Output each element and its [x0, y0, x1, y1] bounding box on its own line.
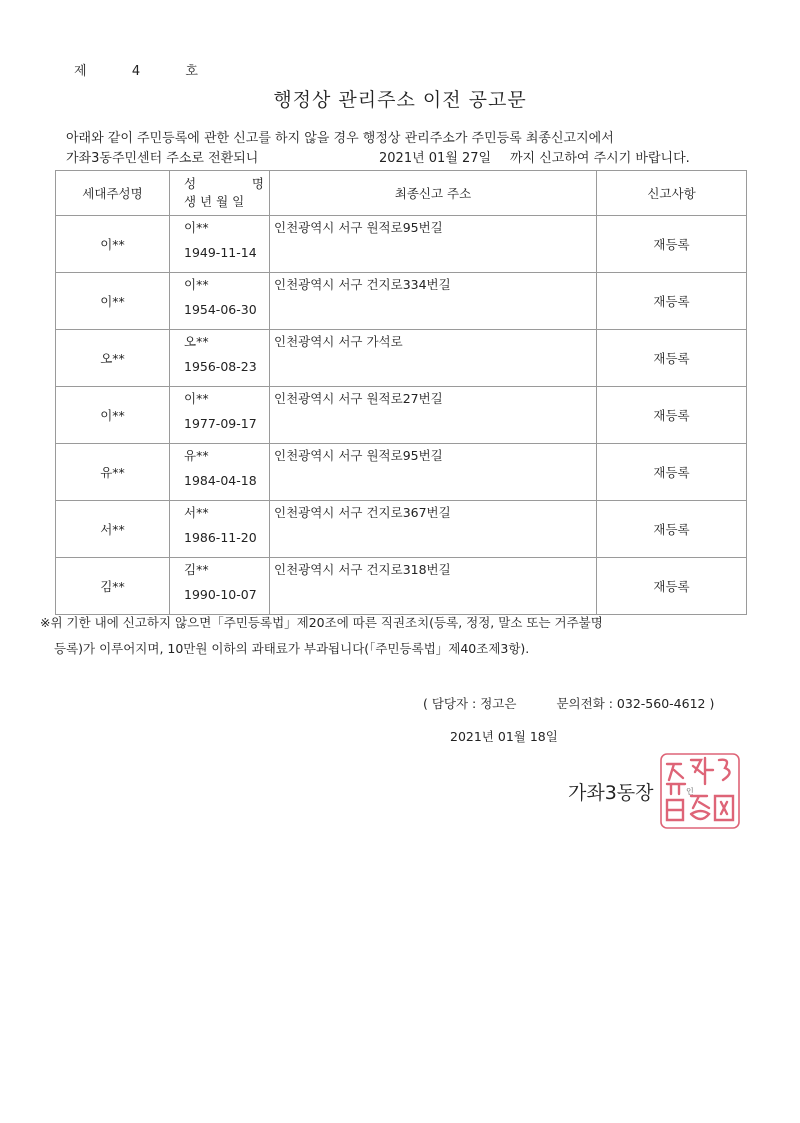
- table-row: [56, 558, 747, 615]
- address-cell: [270, 558, 597, 615]
- member-birthdate: 1954-06-30: [184, 302, 257, 317]
- household-head-cell: [56, 216, 170, 273]
- household-head-name: 이**: [100, 294, 125, 309]
- header-member-birth: 생 년 월 일: [184, 194, 245, 209]
- address-cell: [270, 330, 597, 387]
- table-row: [56, 444, 747, 501]
- household-head-cell: [56, 558, 170, 615]
- member-birthdate: 1990-10-07: [184, 587, 257, 602]
- report-item: 재등록: [653, 237, 690, 252]
- address-cell: [270, 273, 597, 330]
- household-head-name: 서**: [100, 522, 125, 537]
- report-cell: [597, 558, 747, 615]
- issuer-seal-mark: 인: [686, 787, 694, 796]
- table-row: [56, 387, 747, 444]
- issuer-name: 가좌3동장: [568, 782, 654, 804]
- member-birthdate: 1984-04-18: [184, 473, 257, 488]
- report-cell: [597, 387, 747, 444]
- last-address: 인천광역시 서구 건지로334번길: [274, 277, 451, 292]
- table-row: [56, 501, 747, 558]
- report-item: 재등록: [653, 294, 690, 309]
- header-report-item: 신고사항: [597, 171, 747, 216]
- member-cell: [170, 216, 270, 273]
- table-row: [56, 273, 747, 330]
- document-number: [74, 60, 199, 79]
- member-cell: [170, 444, 270, 501]
- doc-number-suffix: 호: [185, 64, 199, 79]
- table-row: [56, 330, 747, 387]
- address-cell: [270, 387, 597, 444]
- contact-info: [423, 694, 714, 712]
- table-header-row: [56, 171, 747, 216]
- header-member: [170, 171, 270, 216]
- last-address: 인천광역시 서구 원적로95번길: [274, 220, 443, 235]
- address-cell: [270, 501, 597, 558]
- records-table: [55, 170, 747, 615]
- last-address: 인천광역시 서구 원적로27번길: [274, 391, 443, 406]
- report-cell: [597, 444, 747, 501]
- member-name: 김**: [184, 562, 209, 577]
- report-cell: [597, 216, 747, 273]
- last-address: 인천광역시 서구 건지로318번길: [274, 562, 451, 577]
- household-head-cell: [56, 444, 170, 501]
- member-birthdate: 1977-09-17: [184, 416, 257, 431]
- household-head-name: 오**: [100, 351, 125, 366]
- member-cell: [170, 558, 270, 615]
- last-address: 인천광역시 서구 가석로: [274, 334, 403, 349]
- header-household-head: 세대주성명: [56, 171, 170, 216]
- member-name: 유**: [184, 448, 209, 463]
- member-cell: [170, 273, 270, 330]
- household-head-name: 유**: [100, 465, 125, 480]
- household-head-cell: [56, 330, 170, 387]
- member-cell: [170, 330, 270, 387]
- official-seal-stamp: [657, 750, 743, 832]
- table-row: [56, 216, 747, 273]
- member-birthdate: 1949-11-14: [184, 245, 257, 260]
- household-head-cell: [56, 501, 170, 558]
- report-item: 재등록: [653, 351, 690, 366]
- member-birthdate: 1986-11-20: [184, 530, 257, 545]
- deadline-date: 2021년 01월 27일: [379, 151, 492, 166]
- household-head-cell: [56, 387, 170, 444]
- contact-phone: 문의전화 : 032-560-4612 ): [556, 696, 715, 711]
- last-address: 인천광역시 서구 건지로367번길: [274, 505, 451, 520]
- address-cell: [270, 444, 597, 501]
- member-name: 오**: [184, 334, 209, 349]
- header-member-name-2: 명: [251, 176, 264, 191]
- report-item: 재등록: [653, 579, 690, 594]
- document-title: 행정상 관리주소 이전 공고문: [273, 89, 527, 111]
- member-cell: [170, 387, 270, 444]
- intro-line-2-prefix: 가좌3동주민센터 주소로 전환되니: [66, 151, 259, 166]
- contact-person: ( 담당자 : 정고은: [423, 696, 517, 711]
- report-cell: [597, 501, 747, 558]
- report-cell: [597, 273, 747, 330]
- notice-line-2: 등록)가 이루어지며, 10만원 이하의 과태료가 부과됩니다(「주민등록법」제40조제3항).: [54, 641, 530, 656]
- header-member-name-1: 성: [184, 176, 197, 191]
- member-birthdate: 1956-08-23: [184, 359, 257, 374]
- intro-line-2-suffix: 까지 신고하여 주시기 바랍니다.: [510, 151, 690, 166]
- member-cell: [170, 501, 270, 558]
- member-name: 이**: [184, 277, 209, 292]
- report-item: 재등록: [653, 522, 690, 537]
- member-name: 이**: [184, 391, 209, 406]
- issue-date: 2021년 01월 18일: [450, 729, 558, 744]
- report-cell: [597, 330, 747, 387]
- report-item: 재등록: [653, 408, 690, 423]
- household-head-name: 이**: [100, 237, 125, 252]
- doc-number-value: 4: [131, 64, 142, 79]
- household-head-name: 김**: [100, 579, 125, 594]
- report-item: 재등록: [653, 465, 690, 480]
- intro-line-2: [66, 147, 746, 166]
- doc-number-prefix: 제: [74, 64, 88, 79]
- member-name: 서**: [184, 505, 209, 520]
- household-head-cell: [56, 273, 170, 330]
- household-head-name: 이**: [100, 408, 125, 423]
- address-cell: [270, 216, 597, 273]
- notice-line-1: ※위 기한 내에 신고하지 않으면「주민등록법」제20조에 따른 직권조치(등록, 정정, 말소 또는 거주불명: [40, 615, 603, 630]
- intro-line-1: 아래와 같이 주민등록에 관한 신고를 하지 않을 경우 행정상 관리주소가 주민등록 최종신고지에서: [66, 131, 614, 146]
- header-address: 최종신고 주소: [270, 171, 597, 216]
- last-address: 인천광역시 서구 원적로95번길: [274, 448, 443, 463]
- member-name: 이**: [184, 220, 209, 235]
